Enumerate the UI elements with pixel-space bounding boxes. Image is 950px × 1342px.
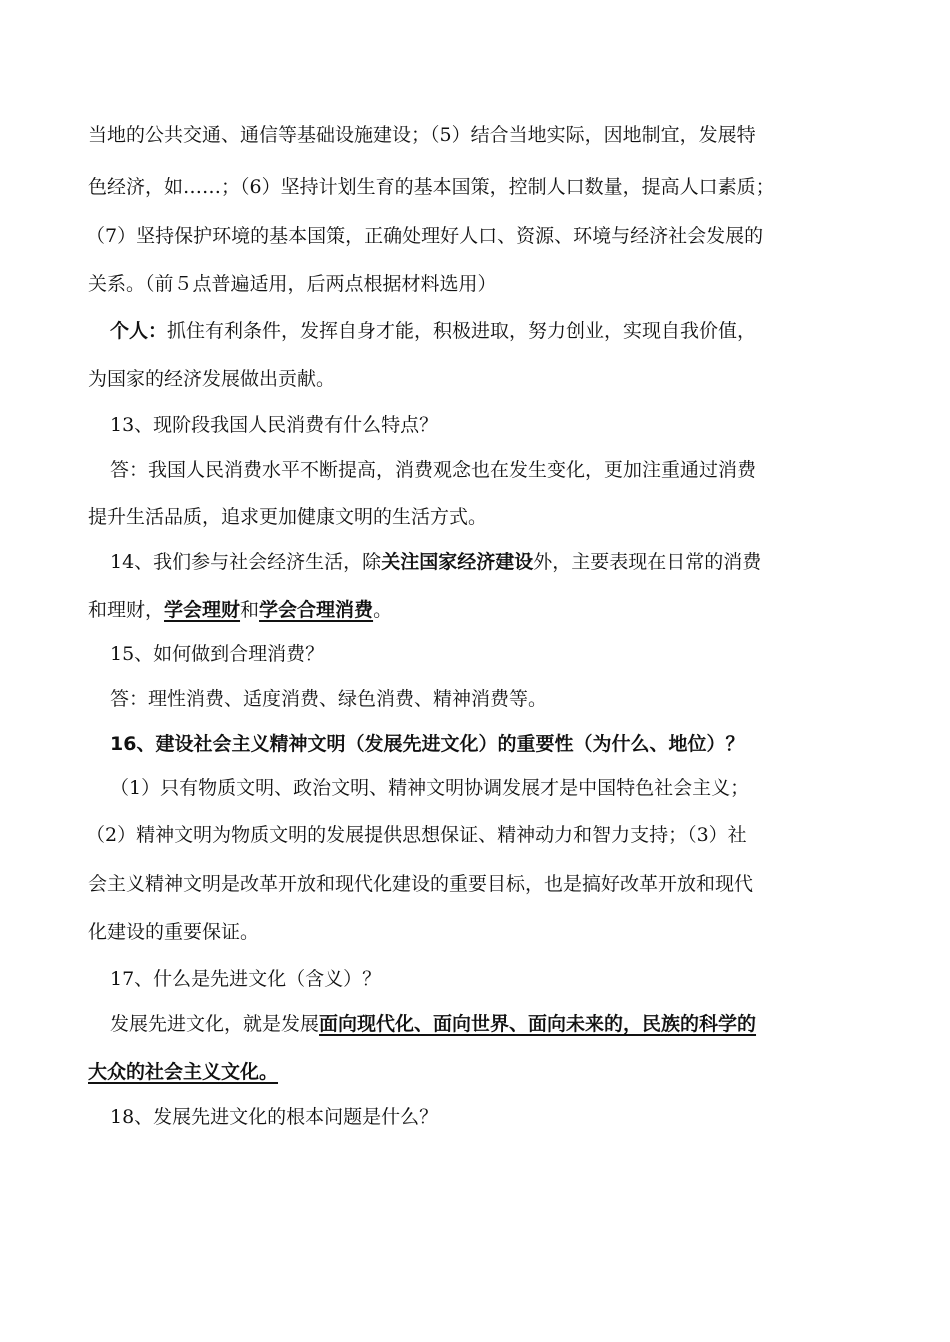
paragraph-line: 关系。（前５点普遍适用，后两点根据材料选用）: [88, 273, 497, 295]
q14-text: 和: [240, 599, 260, 621]
question-14-line: [88, 596, 878, 624]
answer-16-line: 会主义精神文明是改革开放和现代化建设的重要目标，也是搞好改革开放和现代: [88, 873, 754, 895]
a17-keyword: 面向现代化、面向世界、面向未来的，民族的科学的: [319, 1013, 757, 1035]
question-17: 17、什么是先进文化（含义）？: [110, 968, 382, 990]
q14-emphasis: 关注国家经济建设: [381, 551, 534, 573]
paragraph-line: 当地的公共交通、通信等基础设施建设；（5）结合当地实际，因地制宜，发展特: [88, 124, 756, 146]
q14-text: 外，主要表现在日常的消费: [533, 551, 762, 573]
paragraph-line: （7）坚持保护环境的基本国策，正确处理好人口、资源、环境与经济社会发展的: [86, 225, 764, 247]
paragraph-line: 色经济，如……；（6）坚持计划生育的基本国策，控制人口数量，提高人口素质；: [88, 176, 775, 198]
personal-line: [110, 317, 900, 345]
answer-16-line: （1）只有物质文明、政治文明、精神文明协调发展才是中国特色社会主义；: [110, 777, 750, 799]
answer-15: 答：理性消费、适度消费、绿色消费、精神消费等。: [110, 688, 548, 710]
q14-keyword: 学会理财: [164, 599, 241, 621]
a17-text: 发展先进文化，就是发展: [110, 1013, 320, 1035]
paragraph-line: 为国家的经济发展做出贡献。: [88, 368, 336, 390]
answer-16-line: （2）精神文明为物质文明的发展提供思想保证、精神动力和智力支持；（3）社: [86, 824, 747, 846]
question-18: 18、发展先进文化的根本问题是什么？: [110, 1106, 439, 1128]
question-16: 16、建设社会主义精神文明（发展先进文化）的重要性（为什么、地位）？: [110, 733, 745, 755]
personal-label: 个人：: [110, 320, 168, 342]
q14-text: 。: [373, 599, 393, 621]
question-14-line: [110, 548, 900, 576]
answer-17-line: [110, 1010, 900, 1038]
q14-text: 14、我们参与社会经济生活，除: [110, 551, 382, 573]
question-13: 13、现阶段我国人民消费有什么特点？: [110, 414, 439, 436]
personal-text: 抓住有利条件，发挥自身才能，积极进取，努力创业，实现自我价值，: [167, 320, 757, 342]
q14-keyword: 学会合理消费: [259, 599, 374, 621]
answer-16-line: 化建设的重要保证。: [88, 921, 260, 943]
answer-17-line: 大众的社会主义文化。: [88, 1061, 279, 1083]
answer-13-line: 提升生活品质，追求更加健康文明的生活方式。: [88, 506, 488, 528]
answer-13-line: 答：我国人民消费水平不断提高，消费观念也在发生变化，更加注重通过消费: [110, 459, 757, 481]
q14-text: 和理财，: [88, 599, 165, 621]
question-15: 15、如何做到合理消费？: [110, 643, 325, 665]
